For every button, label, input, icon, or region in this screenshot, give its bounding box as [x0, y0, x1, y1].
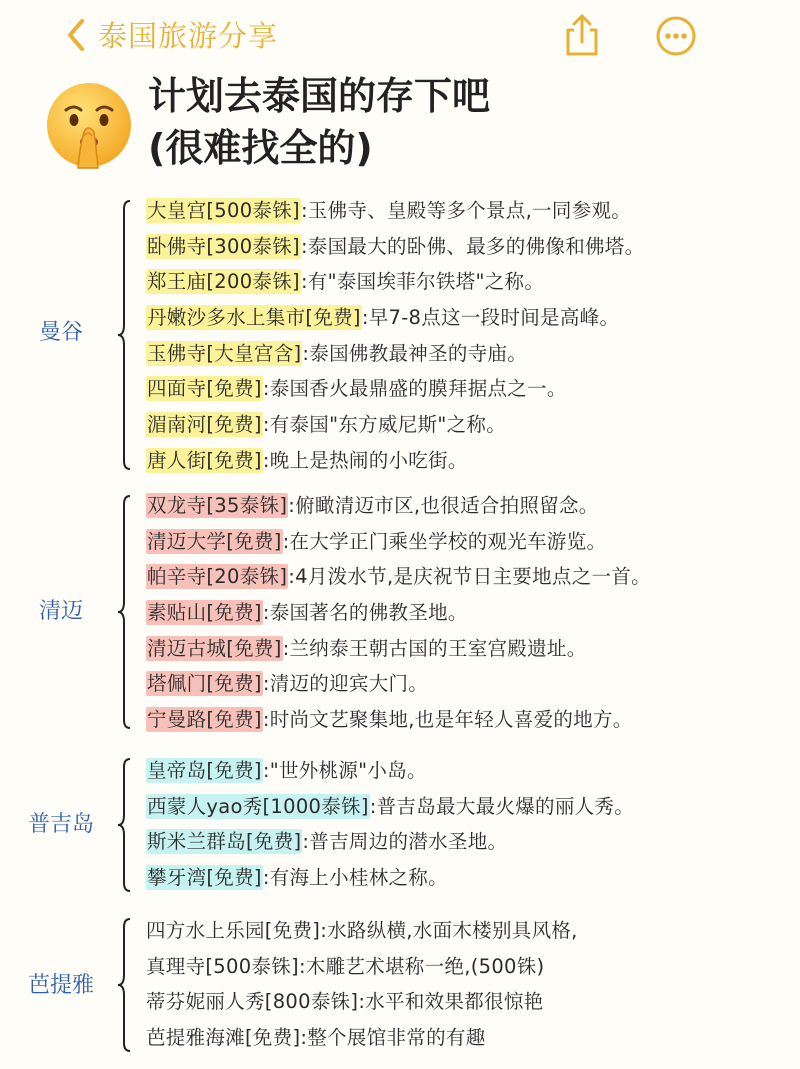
brace [116, 917, 138, 1053]
list-item: 攀牙湾[免费]:有海上小桂林之称。 [147, 866, 448, 890]
list-item: 帕辛寺[20泰铢]:4月泼水节,是庆祝节日主要地点之一首。 [147, 565, 651, 589]
item-list [146, 488, 651, 738]
group-label: 芭提雅 [27, 973, 94, 998]
title-line-1: 计划去泰国的存下吧 [148, 74, 491, 118]
list-item: 丹嫩沙多水上集市[免费]:早7-8点这一段时间是高峰。 [147, 306, 620, 330]
brace [116, 199, 138, 471]
list-item: 素贴山[免费]:泰国著名的佛教圣地。 [147, 601, 468, 625]
group-label: 曼谷 [38, 320, 83, 345]
list-item: 湄南河[免费]:有泰国"东方威尼斯"之称。 [147, 413, 507, 437]
list-item: 芭提雅海滩[免费]:整个展馆非常的有趣 [146, 1026, 486, 1050]
list-item: 双龙寺[35泰铢]:俯瞰清迈市区,也很适合拍照留念。 [147, 494, 599, 517]
list-item: 真理寺[500泰铢]:木雕艺术堪称一绝,(500铢) [146, 954, 545, 978]
page-title [148, 70, 490, 174]
brace [116, 494, 138, 730]
list-item: 大皇宫[500泰铢]:玉佛寺、皇殿等多个景点,一同参观。 [147, 199, 632, 222]
chevron-left-icon [62, 15, 90, 55]
more-options-icon[interactable] [655, 15, 697, 57]
title-line-2: (很难找全的) [148, 126, 373, 170]
list-item: 四面寺[免费]:泰国香火最鼎盛的膜拜据点之一。 [147, 377, 567, 401]
list-item: 宁曼路[免费]:时尚文艺聚集地,也是年轻人喜爱的地方。 [147, 708, 633, 732]
group-label: 普吉岛 [27, 812, 94, 837]
list-item: 玉佛寺[大皇宫含]:泰国佛教最神圣的寺庙。 [147, 341, 528, 365]
list-item: 卧佛寺[300泰铢]:泰国最大的卧佛、最多的佛像和佛塔。 [147, 234, 645, 258]
item-list [146, 193, 644, 479]
back-title: 泰国旅游分享 [98, 19, 279, 53]
list-item: 西蒙人yao秀[1000泰铢]:普吉岛最大最火爆的丽人秀。 [147, 794, 635, 818]
share-icon[interactable] [560, 12, 604, 58]
list-item: 斯米兰群岛[免费]:普吉周边的潜水圣地。 [147, 830, 508, 854]
list-item: 塔佩门[免费]:清迈的迎宾大门。 [147, 672, 429, 696]
back-button[interactable] [62, 14, 278, 55]
brace [116, 757, 138, 893]
list-item: 皇帝岛[免费]:"世外桃源"小岛。 [147, 759, 427, 782]
group-label: 清迈 [38, 599, 83, 624]
top-bar [0, 0, 800, 70]
list-item: 郑王庙[200泰铢]:有"泰国埃菲尔铁塔"之称。 [147, 270, 545, 294]
shushing-face-icon [44, 80, 134, 170]
list-item: 清迈大学[免费]:在大学正门乘坐学校的观光车游览。 [147, 529, 607, 553]
item-list [146, 753, 634, 896]
item-list [146, 913, 578, 1056]
list-item: 蒂芬妮丽人秀[800泰铢]:水平和效果都很惊艳 [146, 990, 544, 1014]
list-item: 唐人街[免费]:晚上是热闹的小吃街。 [147, 448, 468, 472]
list-item: 清迈古城[免费]:兰纳泰王朝古国的王室宫殿遗址。 [147, 636, 587, 660]
list-item: 四方水上乐园[免费]:水路纵横,水面木楼别具风格, [146, 919, 578, 942]
